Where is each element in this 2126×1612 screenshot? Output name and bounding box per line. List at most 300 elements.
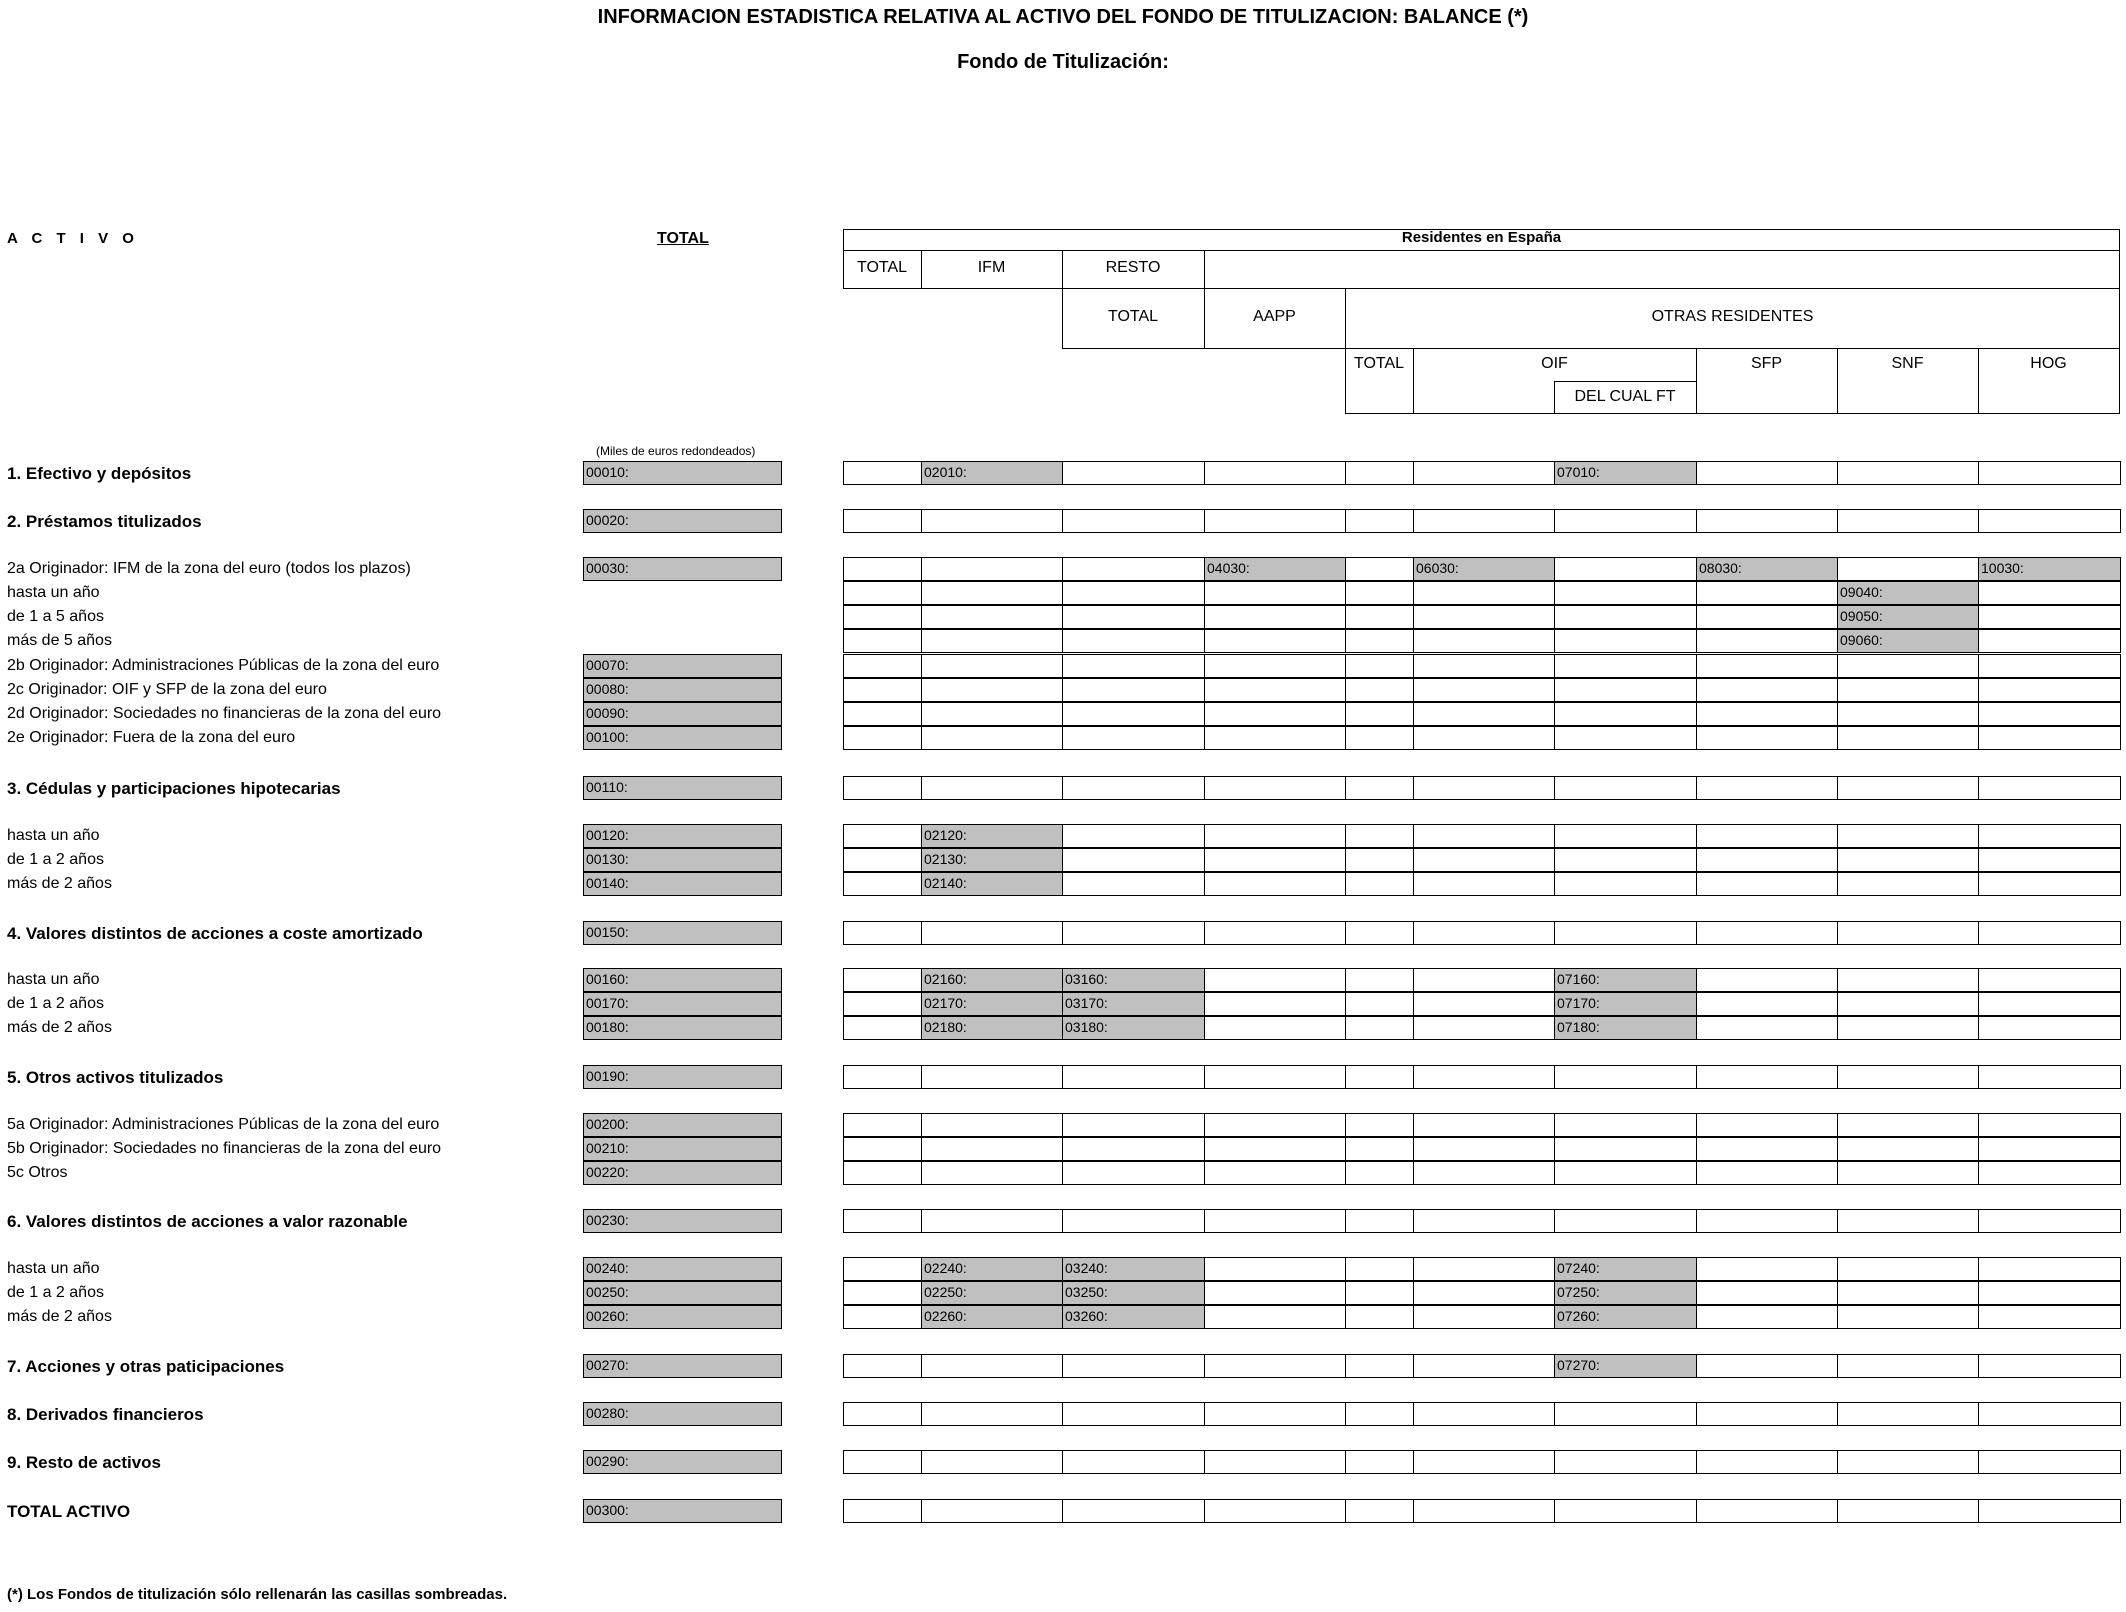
input-cell[interactable] xyxy=(1413,1161,1555,1185)
input-cell[interactable] xyxy=(1978,1402,2121,1426)
shaded-input-cell[interactable]: 03160: xyxy=(1062,968,1205,992)
input-cell[interactable] xyxy=(1345,992,1414,1016)
input-cell[interactable] xyxy=(1554,678,1697,702)
input-cell[interactable] xyxy=(1413,824,1555,848)
total-input-cell[interactable]: 00170: xyxy=(583,992,782,1016)
input-cell[interactable] xyxy=(1345,702,1414,726)
input-cell[interactable] xyxy=(843,581,922,605)
input-cell[interactable] xyxy=(1554,605,1697,629)
input-cell[interactable] xyxy=(1554,1450,1697,1474)
input-cell[interactable] xyxy=(1204,1281,1346,1305)
input-cell[interactable] xyxy=(1345,1161,1414,1185)
input-cell[interactable] xyxy=(1204,1137,1346,1161)
input-cell[interactable] xyxy=(1345,1354,1414,1378)
input-cell[interactable] xyxy=(843,1016,922,1040)
input-cell[interactable] xyxy=(1345,921,1414,945)
total-input-cell[interactable]: 00150: xyxy=(583,921,782,945)
input-cell[interactable] xyxy=(1554,824,1697,848)
shaded-input-cell[interactable]: 07240: xyxy=(1554,1257,1697,1281)
shaded-input-cell[interactable]: 06030: xyxy=(1413,557,1555,581)
input-cell[interactable] xyxy=(1696,1450,1838,1474)
shaded-input-cell[interactable]: 02120: xyxy=(921,824,1063,848)
input-cell[interactable] xyxy=(843,557,922,581)
input-cell[interactable] xyxy=(1837,1161,1979,1185)
input-cell[interactable] xyxy=(1204,654,1346,678)
input-cell[interactable] xyxy=(1554,1402,1697,1426)
input-cell[interactable] xyxy=(921,654,1063,678)
total-input-cell[interactable]: 00190: xyxy=(583,1065,782,1089)
input-cell[interactable] xyxy=(1413,921,1555,945)
shaded-input-cell[interactable]: 07270: xyxy=(1554,1354,1697,1378)
input-cell[interactable] xyxy=(1696,1113,1838,1137)
input-cell[interactable] xyxy=(921,605,1063,629)
input-cell[interactable] xyxy=(1554,726,1697,750)
shaded-input-cell[interactable]: 09050: xyxy=(1837,605,1979,629)
input-cell[interactable] xyxy=(1554,509,1697,533)
input-cell[interactable] xyxy=(1696,776,1838,800)
input-cell[interactable] xyxy=(843,1161,922,1185)
total-input-cell[interactable]: 00230: xyxy=(583,1209,782,1233)
input-cell[interactable] xyxy=(1345,654,1414,678)
input-cell[interactable] xyxy=(1978,824,2121,848)
input-cell[interactable] xyxy=(843,1499,922,1523)
input-cell[interactable] xyxy=(1062,654,1205,678)
input-cell[interactable] xyxy=(1696,1161,1838,1185)
input-cell[interactable] xyxy=(1062,848,1205,872)
total-input-cell[interactable]: 00080: xyxy=(583,678,782,702)
input-cell[interactable] xyxy=(843,1137,922,1161)
input-cell[interactable] xyxy=(1978,1354,2121,1378)
input-cell[interactable] xyxy=(921,776,1063,800)
input-cell[interactable] xyxy=(921,509,1063,533)
input-cell[interactable] xyxy=(1696,629,1838,653)
shaded-input-cell[interactable]: 03260: xyxy=(1062,1305,1205,1329)
input-cell[interactable] xyxy=(1696,1281,1838,1305)
input-cell[interactable] xyxy=(1554,557,1697,581)
total-input-cell[interactable]: 00100: xyxy=(583,726,782,750)
input-cell[interactable] xyxy=(1062,872,1205,896)
input-cell[interactable] xyxy=(843,1354,922,1378)
input-cell[interactable] xyxy=(1345,1450,1414,1474)
input-cell[interactable] xyxy=(1978,1137,2121,1161)
input-cell[interactable] xyxy=(1554,1499,1697,1523)
input-cell[interactable] xyxy=(1837,557,1979,581)
input-cell[interactable] xyxy=(843,605,922,629)
shaded-input-cell[interactable]: 03170: xyxy=(1062,992,1205,1016)
input-cell[interactable] xyxy=(1204,1499,1346,1523)
input-cell[interactable] xyxy=(1345,1402,1414,1426)
input-cell[interactable] xyxy=(1978,1499,2121,1523)
input-cell[interactable] xyxy=(1696,581,1838,605)
input-cell[interactable] xyxy=(1204,1113,1346,1137)
total-input-cell[interactable]: 00200: xyxy=(583,1113,782,1137)
total-input-cell[interactable]: 00010: xyxy=(583,461,782,485)
input-cell[interactable] xyxy=(921,557,1063,581)
input-cell[interactable] xyxy=(1413,1137,1555,1161)
total-input-cell[interactable]: 00280: xyxy=(583,1402,782,1426)
input-cell[interactable] xyxy=(1345,1305,1414,1329)
input-cell[interactable] xyxy=(1554,629,1697,653)
input-cell[interactable] xyxy=(1413,1450,1555,1474)
input-cell[interactable] xyxy=(1413,461,1555,485)
input-cell[interactable] xyxy=(1204,1450,1346,1474)
input-cell[interactable] xyxy=(1062,1402,1205,1426)
input-cell[interactable] xyxy=(1696,702,1838,726)
input-cell[interactable] xyxy=(843,1257,922,1281)
input-cell[interactable] xyxy=(1062,1161,1205,1185)
input-cell[interactable] xyxy=(1837,1113,1979,1137)
input-cell[interactable] xyxy=(1204,1402,1346,1426)
input-cell[interactable] xyxy=(1413,1209,1555,1233)
shaded-input-cell[interactable]: 09060: xyxy=(1837,629,1979,653)
shaded-input-cell[interactable]: 02170: xyxy=(921,992,1063,1016)
input-cell[interactable] xyxy=(1413,968,1555,992)
total-input-cell[interactable]: 00220: xyxy=(583,1161,782,1185)
input-cell[interactable] xyxy=(1345,461,1414,485)
input-cell[interactable] xyxy=(1345,1209,1414,1233)
total-input-cell[interactable]: 00130: xyxy=(583,848,782,872)
total-input-cell[interactable]: 00090: xyxy=(583,702,782,726)
input-cell[interactable] xyxy=(1062,509,1205,533)
input-cell[interactable] xyxy=(1554,581,1697,605)
input-cell[interactable] xyxy=(1413,726,1555,750)
input-cell[interactable] xyxy=(1062,1499,1205,1523)
input-cell[interactable] xyxy=(1696,509,1838,533)
input-cell[interactable] xyxy=(921,1161,1063,1185)
input-cell[interactable] xyxy=(1978,848,2121,872)
input-cell[interactable] xyxy=(1345,1137,1414,1161)
input-cell[interactable] xyxy=(1696,1209,1838,1233)
input-cell[interactable] xyxy=(1345,629,1414,653)
shaded-input-cell[interactable]: 02240: xyxy=(921,1257,1063,1281)
input-cell[interactable] xyxy=(1978,581,2121,605)
input-cell[interactable] xyxy=(843,968,922,992)
input-cell[interactable] xyxy=(1345,848,1414,872)
input-cell[interactable] xyxy=(1413,509,1555,533)
input-cell[interactable] xyxy=(921,1137,1063,1161)
input-cell[interactable] xyxy=(1554,702,1697,726)
input-cell[interactable] xyxy=(1413,1281,1555,1305)
input-cell[interactable] xyxy=(843,1065,922,1089)
input-cell[interactable] xyxy=(1696,968,1838,992)
input-cell[interactable] xyxy=(1696,921,1838,945)
input-cell[interactable] xyxy=(1837,921,1979,945)
input-cell[interactable] xyxy=(843,1402,922,1426)
input-cell[interactable] xyxy=(1345,605,1414,629)
input-cell[interactable] xyxy=(1837,461,1979,485)
shaded-input-cell[interactable]: 02250: xyxy=(921,1281,1063,1305)
shaded-input-cell[interactable]: 07010: xyxy=(1554,461,1697,485)
shaded-input-cell[interactable]: 07250: xyxy=(1554,1281,1697,1305)
total-input-cell[interactable]: 00210: xyxy=(583,1137,782,1161)
input-cell[interactable] xyxy=(1696,1065,1838,1089)
input-cell[interactable] xyxy=(1062,1450,1205,1474)
input-cell[interactable] xyxy=(921,1209,1063,1233)
input-cell[interactable] xyxy=(1204,1257,1346,1281)
input-cell[interactable] xyxy=(921,629,1063,653)
input-cell[interactable] xyxy=(1837,678,1979,702)
shaded-input-cell[interactable]: 09040: xyxy=(1837,581,1979,605)
input-cell[interactable] xyxy=(1204,848,1346,872)
input-cell[interactable] xyxy=(1978,1113,2121,1137)
input-cell[interactable] xyxy=(1062,1113,1205,1137)
input-cell[interactable] xyxy=(921,702,1063,726)
shaded-input-cell[interactable]: 03240: xyxy=(1062,1257,1205,1281)
input-cell[interactable] xyxy=(1062,461,1205,485)
input-cell[interactable] xyxy=(1413,605,1555,629)
input-cell[interactable] xyxy=(1204,824,1346,848)
input-cell[interactable] xyxy=(843,1305,922,1329)
input-cell[interactable] xyxy=(1837,1354,1979,1378)
input-cell[interactable] xyxy=(921,1113,1063,1137)
input-cell[interactable] xyxy=(1204,968,1346,992)
input-cell[interactable] xyxy=(1978,702,2121,726)
input-cell[interactable] xyxy=(1345,824,1414,848)
input-cell[interactable] xyxy=(921,1402,1063,1426)
input-cell[interactable] xyxy=(1837,1257,1979,1281)
input-cell[interactable] xyxy=(1696,848,1838,872)
input-cell[interactable] xyxy=(1978,654,2121,678)
input-cell[interactable] xyxy=(1204,678,1346,702)
input-cell[interactable] xyxy=(843,654,922,678)
input-cell[interactable] xyxy=(921,678,1063,702)
input-cell[interactable] xyxy=(1837,872,1979,896)
input-cell[interactable] xyxy=(1837,824,1979,848)
input-cell[interactable] xyxy=(1696,1499,1838,1523)
input-cell[interactable] xyxy=(1696,1257,1838,1281)
input-cell[interactable] xyxy=(1978,1209,2121,1233)
input-cell[interactable] xyxy=(1554,1113,1697,1137)
input-cell[interactable] xyxy=(1978,872,2121,896)
input-cell[interactable] xyxy=(1978,629,2121,653)
input-cell[interactable] xyxy=(1554,1161,1697,1185)
input-cell[interactable] xyxy=(1554,872,1697,896)
shaded-input-cell[interactable]: 02160: xyxy=(921,968,1063,992)
input-cell[interactable] xyxy=(921,1065,1063,1089)
input-cell[interactable] xyxy=(1204,872,1346,896)
total-input-cell[interactable]: 00290: xyxy=(583,1450,782,1474)
input-cell[interactable] xyxy=(843,921,922,945)
input-cell[interactable] xyxy=(843,629,922,653)
input-cell[interactable] xyxy=(1062,605,1205,629)
input-cell[interactable] xyxy=(843,461,922,485)
total-input-cell[interactable]: 00160: xyxy=(583,968,782,992)
input-cell[interactable] xyxy=(1978,1450,2121,1474)
input-cell[interactable] xyxy=(1978,1281,2121,1305)
input-cell[interactable] xyxy=(1413,1499,1555,1523)
input-cell[interactable] xyxy=(1978,1065,2121,1089)
shaded-input-cell[interactable]: 04030: xyxy=(1204,557,1346,581)
input-cell[interactable] xyxy=(1345,678,1414,702)
input-cell[interactable] xyxy=(1062,726,1205,750)
input-cell[interactable] xyxy=(1062,1137,1205,1161)
input-cell[interactable] xyxy=(1413,629,1555,653)
input-cell[interactable] xyxy=(1204,726,1346,750)
input-cell[interactable] xyxy=(843,509,922,533)
input-cell[interactable] xyxy=(843,1450,922,1474)
input-cell[interactable] xyxy=(1345,726,1414,750)
input-cell[interactable] xyxy=(843,678,922,702)
input-cell[interactable] xyxy=(1978,1161,2121,1185)
input-cell[interactable] xyxy=(1345,1281,1414,1305)
input-cell[interactable] xyxy=(1062,824,1205,848)
input-cell[interactable] xyxy=(1345,872,1414,896)
input-cell[interactable] xyxy=(1413,581,1555,605)
input-cell[interactable] xyxy=(1978,1305,2121,1329)
input-cell[interactable] xyxy=(843,776,922,800)
input-cell[interactable] xyxy=(1413,1402,1555,1426)
input-cell[interactable] xyxy=(1837,1450,1979,1474)
input-cell[interactable] xyxy=(1413,1113,1555,1137)
input-cell[interactable] xyxy=(1204,629,1346,653)
input-cell[interactable] xyxy=(1554,654,1697,678)
input-cell[interactable] xyxy=(1345,509,1414,533)
input-cell[interactable] xyxy=(1204,581,1346,605)
input-cell[interactable] xyxy=(921,1354,1063,1378)
input-cell[interactable] xyxy=(1345,776,1414,800)
total-input-cell[interactable]: 00020: xyxy=(583,509,782,533)
input-cell[interactable] xyxy=(1204,605,1346,629)
input-cell[interactable] xyxy=(1345,968,1414,992)
input-cell[interactable] xyxy=(1345,557,1414,581)
shaded-input-cell[interactable]: 07180: xyxy=(1554,1016,1697,1040)
input-cell[interactable] xyxy=(1204,1161,1346,1185)
input-cell[interactable] xyxy=(1062,921,1205,945)
input-cell[interactable] xyxy=(1413,1065,1555,1089)
input-cell[interactable] xyxy=(1837,1016,1979,1040)
input-cell[interactable] xyxy=(1696,824,1838,848)
total-input-cell[interactable]: 00250: xyxy=(583,1281,782,1305)
input-cell[interactable] xyxy=(1696,992,1838,1016)
input-cell[interactable] xyxy=(1837,1209,1979,1233)
input-cell[interactable] xyxy=(1696,1305,1838,1329)
input-cell[interactable] xyxy=(1696,1016,1838,1040)
input-cell[interactable] xyxy=(1837,1402,1979,1426)
input-cell[interactable] xyxy=(843,702,922,726)
input-cell[interactable] xyxy=(1554,776,1697,800)
input-cell[interactable] xyxy=(1062,1209,1205,1233)
input-cell[interactable] xyxy=(843,1113,922,1137)
shaded-input-cell[interactable]: 10030: xyxy=(1978,557,2121,581)
input-cell[interactable] xyxy=(1345,1257,1414,1281)
input-cell[interactable] xyxy=(1696,1354,1838,1378)
input-cell[interactable] xyxy=(1696,872,1838,896)
input-cell[interactable] xyxy=(1554,848,1697,872)
input-cell[interactable] xyxy=(1978,461,2121,485)
input-cell[interactable] xyxy=(1696,461,1838,485)
shaded-input-cell[interactable]: 07260: xyxy=(1554,1305,1697,1329)
input-cell[interactable] xyxy=(1413,702,1555,726)
input-cell[interactable] xyxy=(1978,992,2121,1016)
input-cell[interactable] xyxy=(1837,776,1979,800)
input-cell[interactable] xyxy=(1062,629,1205,653)
total-input-cell[interactable]: 00240: xyxy=(583,1257,782,1281)
input-cell[interactable] xyxy=(1062,776,1205,800)
input-cell[interactable] xyxy=(1837,1305,1979,1329)
input-cell[interactable] xyxy=(1413,1257,1555,1281)
input-cell[interactable] xyxy=(1345,1499,1414,1523)
input-cell[interactable] xyxy=(1554,1065,1697,1089)
total-input-cell[interactable]: 00140: xyxy=(583,872,782,896)
input-cell[interactable] xyxy=(1204,461,1346,485)
shaded-input-cell[interactable]: 02010: xyxy=(921,461,1063,485)
shaded-input-cell[interactable]: 02180: xyxy=(921,1016,1063,1040)
input-cell[interactable] xyxy=(1062,678,1205,702)
input-cell[interactable] xyxy=(1345,1016,1414,1040)
total-input-cell[interactable]: 00110: xyxy=(583,776,782,800)
input-cell[interactable] xyxy=(1062,557,1205,581)
total-input-cell[interactable]: 00070: xyxy=(583,654,782,678)
shaded-input-cell[interactable]: 02260: xyxy=(921,1305,1063,1329)
input-cell[interactable] xyxy=(1204,921,1346,945)
input-cell[interactable] xyxy=(1204,1209,1346,1233)
input-cell[interactable] xyxy=(1837,1065,1979,1089)
input-cell[interactable] xyxy=(843,824,922,848)
total-input-cell[interactable]: 00120: xyxy=(583,824,782,848)
input-cell[interactable] xyxy=(1837,1499,1979,1523)
input-cell[interactable] xyxy=(1837,848,1979,872)
input-cell[interactable] xyxy=(1837,654,1979,678)
input-cell[interactable] xyxy=(921,1450,1063,1474)
input-cell[interactable] xyxy=(843,1281,922,1305)
shaded-input-cell[interactable]: 03250: xyxy=(1062,1281,1205,1305)
shaded-input-cell[interactable]: 07170: xyxy=(1554,992,1697,1016)
input-cell[interactable] xyxy=(1978,1257,2121,1281)
input-cell[interactable] xyxy=(1413,848,1555,872)
input-cell[interactable] xyxy=(1204,1065,1346,1089)
shaded-input-cell[interactable]: 02130: xyxy=(921,848,1063,872)
input-cell[interactable] xyxy=(1345,581,1414,605)
input-cell[interactable] xyxy=(1978,509,2121,533)
input-cell[interactable] xyxy=(1204,1016,1346,1040)
input-cell[interactable] xyxy=(1204,1305,1346,1329)
input-cell[interactable] xyxy=(921,921,1063,945)
input-cell[interactable] xyxy=(1696,654,1838,678)
input-cell[interactable] xyxy=(1837,992,1979,1016)
input-cell[interactable] xyxy=(1978,605,2121,629)
total-input-cell[interactable]: 00180: xyxy=(583,1016,782,1040)
input-cell[interactable] xyxy=(843,726,922,750)
input-cell[interactable] xyxy=(1978,776,2121,800)
shaded-input-cell[interactable]: 03180: xyxy=(1062,1016,1205,1040)
input-cell[interactable] xyxy=(1696,1402,1838,1426)
input-cell[interactable] xyxy=(1413,992,1555,1016)
input-cell[interactable] xyxy=(1696,726,1838,750)
shaded-input-cell[interactable]: 07160: xyxy=(1554,968,1697,992)
input-cell[interactable] xyxy=(1204,1354,1346,1378)
input-cell[interactable] xyxy=(1062,581,1205,605)
input-cell[interactable] xyxy=(1413,776,1555,800)
input-cell[interactable] xyxy=(1413,1016,1555,1040)
input-cell[interactable] xyxy=(1062,1065,1205,1089)
input-cell[interactable] xyxy=(1204,992,1346,1016)
input-cell[interactable] xyxy=(843,872,922,896)
input-cell[interactable] xyxy=(1413,872,1555,896)
input-cell[interactable] xyxy=(1554,921,1697,945)
input-cell[interactable] xyxy=(1554,1209,1697,1233)
shaded-input-cell[interactable]: 02140: xyxy=(921,872,1063,896)
shaded-input-cell[interactable]: 08030: xyxy=(1696,557,1838,581)
input-cell[interactable] xyxy=(921,581,1063,605)
total-input-cell[interactable]: 00030: xyxy=(583,557,782,581)
input-cell[interactable] xyxy=(1978,726,2121,750)
input-cell[interactable] xyxy=(1554,1137,1697,1161)
input-cell[interactable] xyxy=(921,726,1063,750)
input-cell[interactable] xyxy=(921,1499,1063,1523)
input-cell[interactable] xyxy=(1696,605,1838,629)
input-cell[interactable] xyxy=(1345,1065,1414,1089)
input-cell[interactable] xyxy=(843,1209,922,1233)
